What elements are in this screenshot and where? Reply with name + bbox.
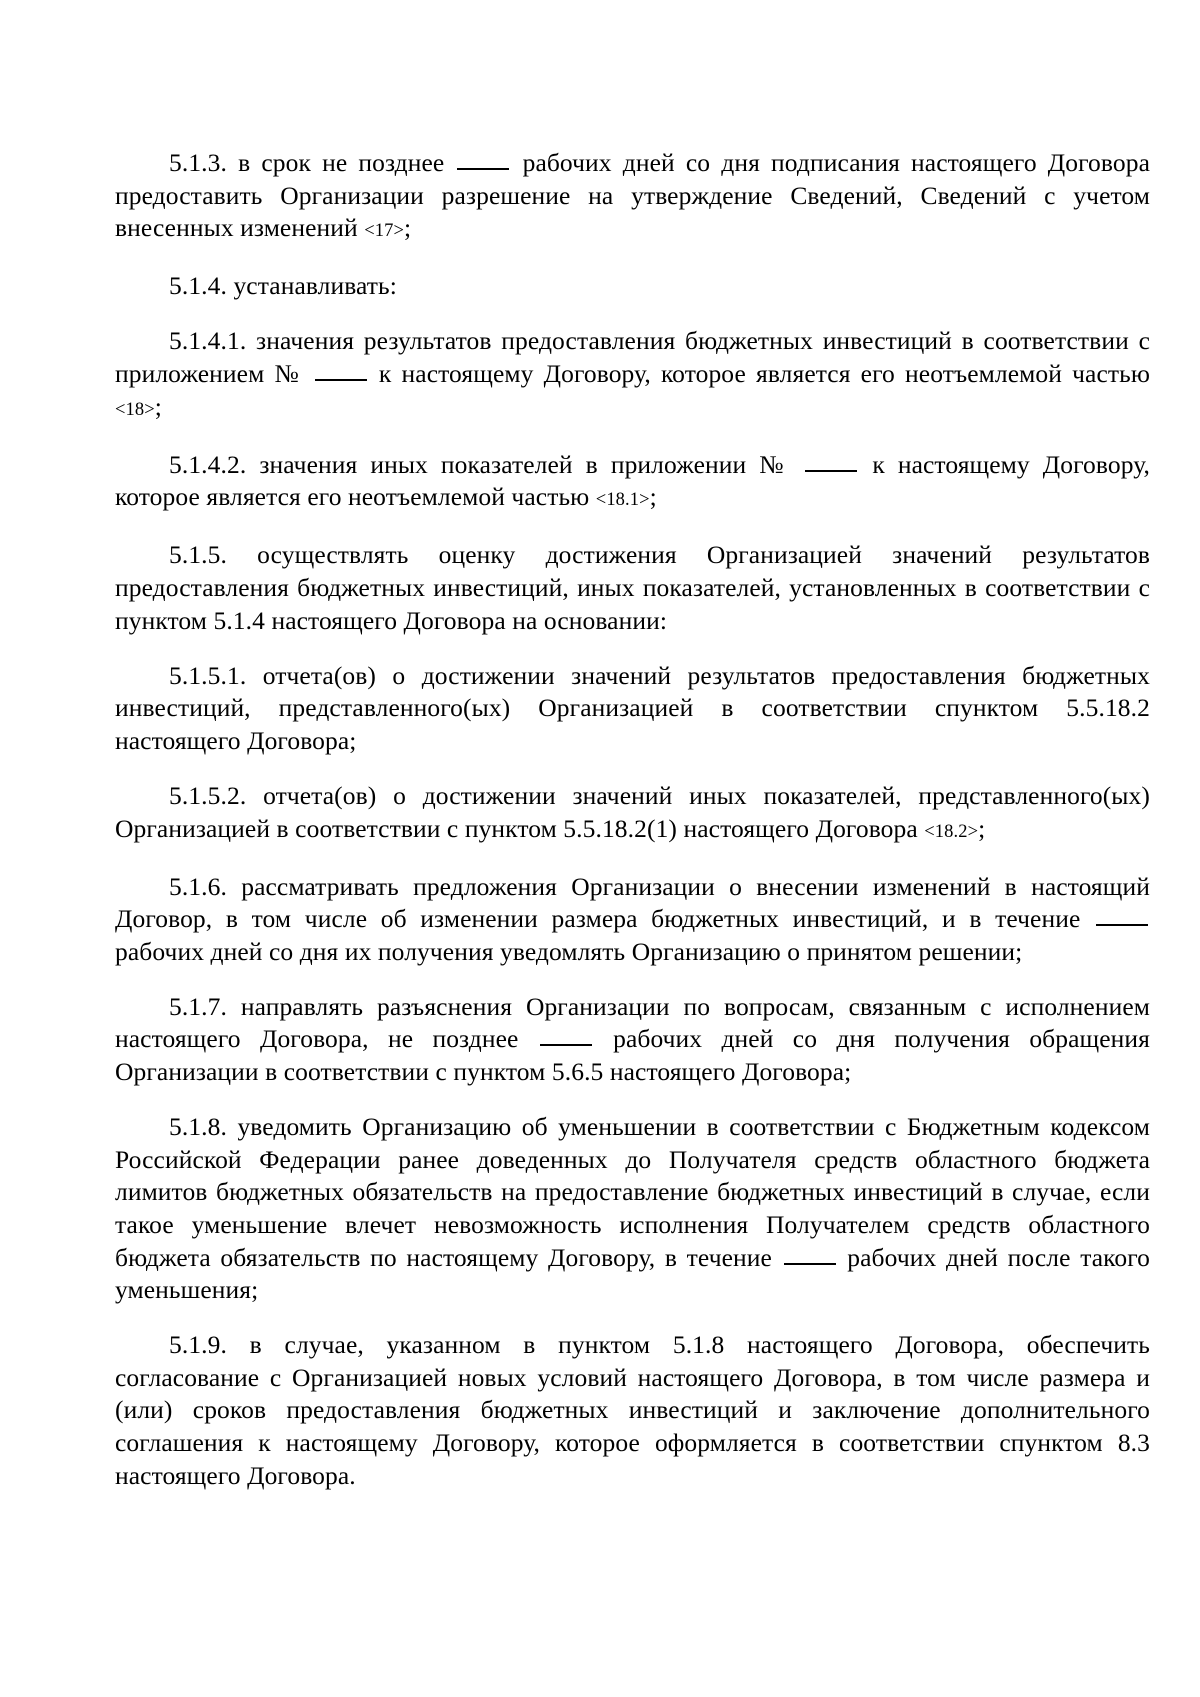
footnote-ref: <17> [364,221,405,242]
clause-5-1-5-1 [115,660,1150,758]
clause-text: к настоящему Договору, которое является его неотъемлемой частью [368,358,1150,388]
clause-5-1-5 [115,539,1150,637]
clause-text: рабочих дней после такого уменьшения; [115,1242,1150,1305]
fill-in-blank [784,1263,836,1265]
clause-5-1-9 [115,1329,1150,1492]
clause-5-1-8 [115,1111,1150,1307]
fill-in-blank [457,168,509,170]
clause-5-1-3 [115,147,1150,248]
clause-5-1-4 [115,270,1150,303]
clause-text: 5.1.9. в случае, указанном в пунктом 5.1.8 настоящего Договора, обеспечить согласование с Организацией новых условий настоящего Договора, в том числе размера и (или) сроков предоставления бюджетных инвестиций и заключение дополнительного соглашения к настоящему Договору, которое оформляется в соответствии спунктом 8.3 настоящего Договора. [115,1330,1150,1490]
clause-text: 5.1.6. рассматривать предложения Организации о внесении изменений в настоящий Договор, в том числе об изменении размера бюджетных инвестиций, и в течение [115,871,1150,934]
clause-text: к настоящему Договору, которое является его неотъемлемой частью [115,449,1151,512]
fill-in-blank [540,1044,592,1046]
clause-text: 5.1.3. в срок не позднее [169,148,456,177]
clause-text: 5.1.8. уведомить Организацию об уменьшении в соответствии с Бюджетным кодексом Российской Федерации ранее доведенных до Получателя средств областного бюджета лимитов бюджетных обязательств на предоставление бюджетных инвестиций в случае, если такое уменьшение влечет невозможность исполнения Получателем средств областного бюджета обязательств по настоящему Договору, в течение [115,1112,1150,1272]
footnote-ref: <18> [115,399,155,420]
clause-5-1-7 [115,991,1150,1089]
clause-5-1-5-2 [115,780,1150,848]
clause-text: ; [404,213,412,243]
clause-text: 5.1.7. направлять разъяснения Организации по вопросам, связанным с исполнением настоящего Договора, не позднее [115,991,1150,1054]
clause-text: 5.1.4. устанавливать: [169,271,397,301]
fill-in-blank [315,379,367,381]
clause-text: 5.1.5.1. отчета(ов) о достижении значений результатов предоставления бюджетных инвестиций, представленного(ых) Организацией в соответствии спунктом 5.5.18.2 настоящего Договора; [115,660,1150,755]
fill-in-blank [805,470,857,472]
clause-text: ; [649,482,657,512]
clause-text: рабочих дней со дня подписания настоящего Договора предоставить Организации разрешение на утверждение Сведений, Сведений с учетом внесенных изменений [115,148,1150,243]
footnote-ref: <18.1> [595,490,650,511]
clause-text: рабочих дней со дня их получения уведомлять Организацию о принятом решении; [115,936,1023,966]
clause-text: 5.1.5. осуществлять оценку достижения Организацией значений результатов предоставления бюджетных инвестиций, иных показателей, установленных в соответствии с пунктом 5.1.4 настоящего Договора на основании: [115,540,1150,635]
clause-5-1-6 [115,871,1150,969]
clause-5-1-4-2 [115,449,1150,517]
clause-text: ; [978,813,986,843]
document-body [115,147,1150,1515]
clause-text: 5.1.4.2. значения иных показателей в приложении № [169,449,804,479]
clause-text: рабочих дней со дня получения обращения Организации в соответствии с пунктом 5.6.5 настоящего Договора; [115,1024,1150,1087]
clause-text: ; [154,391,162,421]
clause-text: 5.1.5.2. отчета(ов) о достижении значений иных показателей, представленного(ых) Организацией в соответствии с пунктом 5.5.18.2(1) настоящего Договора [115,780,1150,843]
clause-text: 5.1.4.1. значения результатов предоставления бюджетных инвестиций в соответствии с приложением № [115,326,1150,388]
clause-5-1-4-1 [115,325,1150,426]
footnote-ref: <18.2> [924,821,979,842]
fill-in-blank [1096,924,1148,926]
